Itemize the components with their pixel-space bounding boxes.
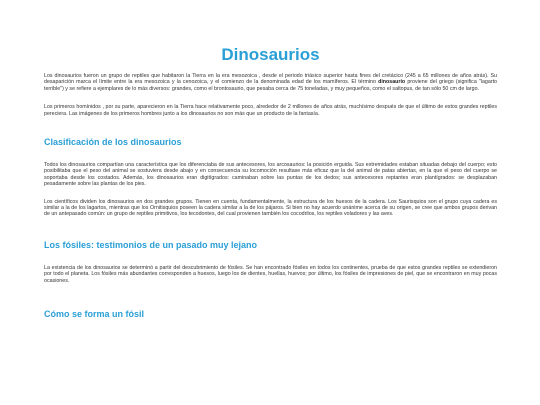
section-heading-como-se-forma: Cómo se forma un fósil: [44, 309, 145, 320]
fosiles-paragraph: La existencia de los dinosaurios se determinó a partir del descubrimiento de fósiles. Se han encontrado fósiles en todos los continentes, prueba de que estos grandes reptiles se extendieron por todo el planeta. Los fósiles más abundantes corresponden a huesos, luego los de dientes, huellas, huevos; por último, los fósiles de impresiones de piel, que se encontraron en muy pocas ocasiones.: [44, 264, 497, 284]
intro-text-start: Los dinosaurios fueron un grupo de reptiles que habitaron la Tierra en la era mesozoica , desde el periodo triásico superior hasta fines del cretácico (245 a 65 millones de años atrás). Su desaparición marca el límite entre la era mesozoica y la cenozoica, y el comienzo de la denominada edad de los mamíferos. El término: [44, 73, 497, 86]
page-title: Dinosaurios: [221, 45, 320, 64]
intro-paragraph: [44, 73, 497, 92]
section-heading-clasificacion: Clasificación de los dinosaurios: [44, 137, 182, 148]
intro-text-end: proviene del griego (significa "lagarto terrible") y se refiere a ejemplares de lo más diversos: grandes, como el brontosaurio, que pesaba cerca de 75 toneladas, y muy pequeños, como el saltopus, de tan sólo 50 cm de largo.: [44, 79, 497, 92]
clasificacion-paragraph-1: Todos los dinosaurios compartían una característica que los diferenciaba de sus antecesores, los arcosaurios: la posición erguida. Sus extremidades estaban situadas debajo del cuerpo; esto posibilitaba que el peso del animal se sostuviera desde abajo y en consecuencia su locomoción resultase más eficaz que la del animal de patas abiertas, en la que el peso del cuerpo se soportaba desde los costados. Además, los dinosaurios eran digitígrados: caminaban sobre las puntas de los dedos; sus antecesores reptantes eran plantígrados: se desplazaban pesadamente sobre las plantas de los pies.: [44, 162, 497, 188]
intro-term: dinosaurio: [378, 79, 406, 86]
section-heading-fosiles: Los fósiles: testimonios de un pasado muy lejano: [44, 239, 258, 250]
clasificacion-paragraph-2: Los científicos dividen los dinosaurios en dos grandes grupos. Tienen en cuenta, fundamentalmente, la estructura de los huesos de la cadera. Los Saurisquios son el grupo cuya cadera es similar a la de los lagartos, mientras que los Ornitisquios poseen la cadera similar a la de los pájaros. Si bien no hay acuerdo unánime acerca de su origen, se cree que ambos grupos derivan de un antepasado común: un grupo de reptiles primitivos, los tecodontes, del cual provienen también los cocodrilos, los reptiles voladores y las aves.: [44, 198, 497, 218]
hominids-paragraph: Los primeros homínidos , por su parte, aparecieron en la Tierra hace relativamente poco, alrededor de 2 millones de años atrás, muchísimo después de que el último de estos grandes reptiles pereciera. Las imágenes de los primeros hombres junto a los dinosaurios no son más que un producto de la fantasía.: [44, 104, 497, 117]
